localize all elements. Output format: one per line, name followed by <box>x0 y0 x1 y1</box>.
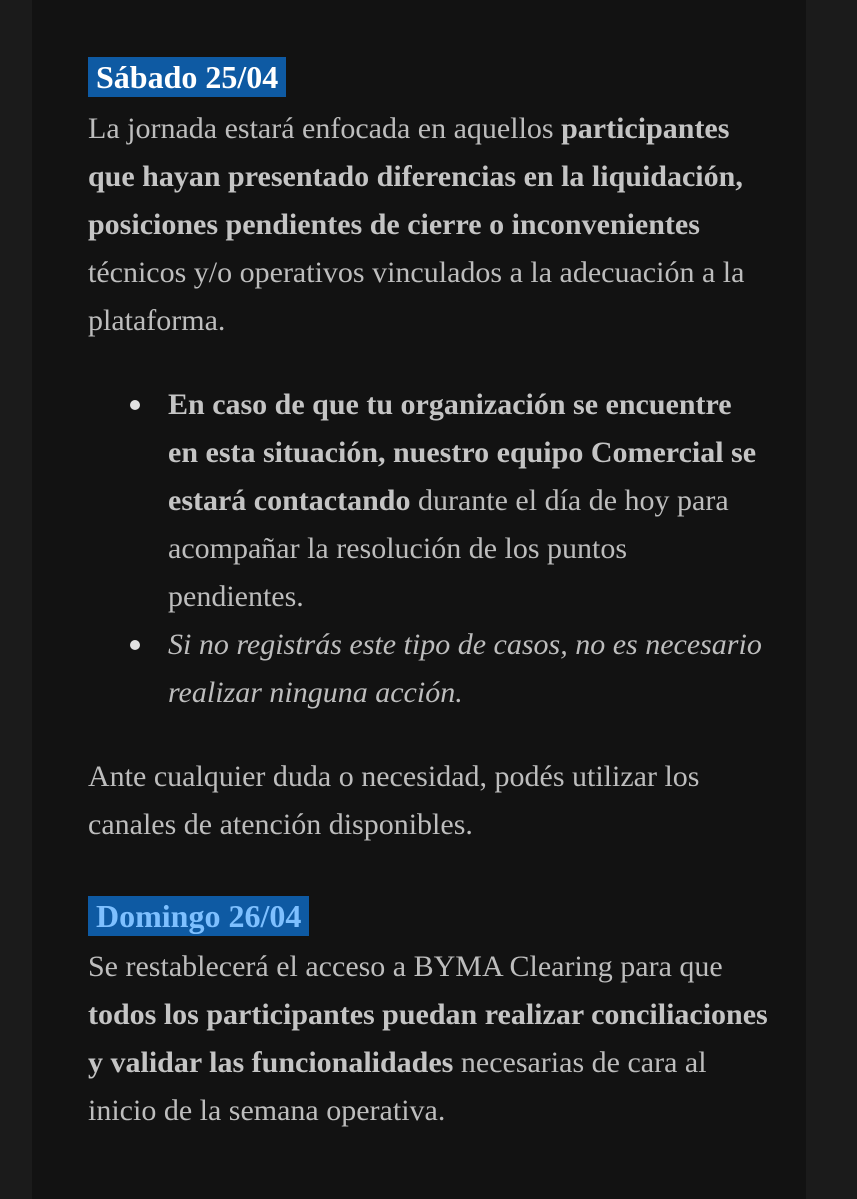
sunday-paragraph-bold: todos los participantes puedan realizar conciliaciones y validar las funcionalidades <box>88 998 768 1079</box>
saturday-paragraph-end: técnicos y/o operativos vinculados a la adecuación a la plataforma. <box>88 256 745 337</box>
sunday-heading: Domingo 26/04 <box>88 896 309 936</box>
sunday-paragraph <box>88 943 778 1135</box>
contact-paragraph: Ante cualquier duda o necesidad, podés utilizar los canales de atención disponibles. <box>88 760 700 841</box>
list-item <box>168 621 768 717</box>
saturday-paragraph <box>88 105 778 345</box>
saturday-bullet-list <box>168 381 768 717</box>
bullet-1-bold: En caso de que tu organización se encuentre en esta situación, nuestro equipo Comercial se estará contactando <box>168 388 757 517</box>
bullet-2-italic: Si no registrás este tipo de casos, no es necesario realizar ninguna acción. <box>168 628 762 709</box>
saturday-paragraph-bold: participantes que hayan presentado diferencias en la liquidación, posiciones pendientes de cierre o inconvenientes <box>88 112 743 241</box>
sunday-paragraph-intro: Se restablecerá el acceso a BYMA Clearing para que <box>88 950 723 983</box>
bullet-1-rest: durante el día de hoy para acompañar la resolución de los puntos pendientes. <box>168 484 729 613</box>
bullet-dot-icon <box>130 400 140 410</box>
list-item <box>168 381 768 621</box>
bullet-dot-icon <box>130 640 140 650</box>
saturday-paragraph-intro: La jornada estará enfocada en aquellos <box>88 112 562 145</box>
saturday-heading: Sábado 25/04 <box>88 57 286 97</box>
sunday-paragraph-end: necesarias de cara al inicio de la semana operativa. <box>88 1046 707 1127</box>
